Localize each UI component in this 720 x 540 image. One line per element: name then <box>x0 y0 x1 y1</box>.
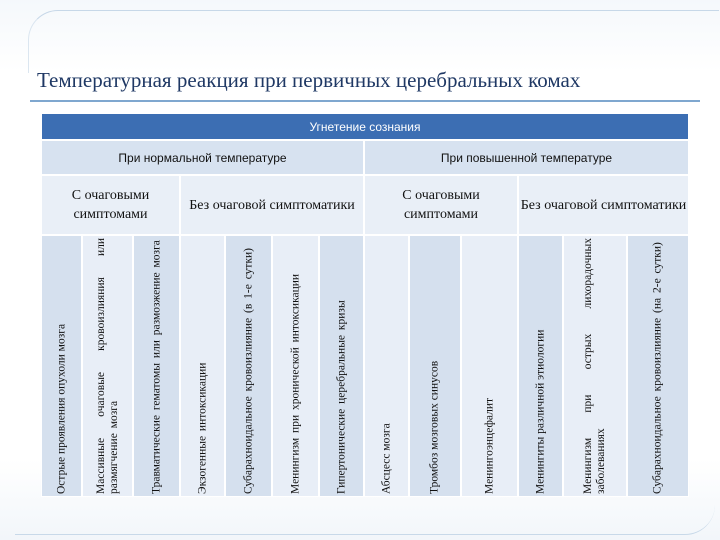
subheader-normal-temperature <box>41 140 364 175</box>
column-hypertensive-crisis <box>319 235 364 497</box>
subheader-elevated-temperature <box>364 140 689 175</box>
column-label: Менингиты различной этиологии <box>534 329 546 494</box>
column-label: Острые проявления опухоли мозга <box>55 323 67 494</box>
subheader-label: При повышенной температуре <box>440 150 613 165</box>
column-tumor <box>41 235 82 497</box>
group-label: С очаговыми симптомами <box>71 188 150 222</box>
column-label: Субарахноидальное кровоизлияние (в 1-е сутки) <box>242 247 254 494</box>
column-label: Тромбоз мозговых синусов <box>428 360 441 494</box>
column-label: Травматические гематомы или размозжение мозга <box>150 240 162 494</box>
column-label: Гипертонические церебральные кризы <box>335 300 347 494</box>
column-label: Абсцесс мозга <box>380 423 392 494</box>
column-abscess <box>364 235 409 497</box>
column-sah-day1 <box>225 235 272 497</box>
slide-title: Температурная реакция при первичных церебральных комах <box>37 68 581 92</box>
column-label: Менингоэнцефалит <box>483 397 495 494</box>
group-label: Без очаговой симптоматики <box>520 197 687 213</box>
column-meningism-chronic <box>272 235 319 497</box>
column-label: Экзогенные интоксикации <box>196 362 208 494</box>
column-sah-day2 <box>627 235 689 497</box>
column-label: Массивные очаговые кровоизлияния или размягчение мозга <box>94 238 120 494</box>
table-header-label: Угнетение сознания <box>309 119 421 134</box>
top-curve-decoration <box>28 10 719 73</box>
bottom-curve-decoration <box>15 496 715 535</box>
group-focal-normal <box>41 175 180 235</box>
column-label: Субарахноидальное кровоизлияние (на 2-е сутки) <box>651 242 664 494</box>
column-sinus-thrombosis <box>409 235 461 497</box>
group-label: Без очаговой симптоматики <box>189 197 355 213</box>
title-underline <box>30 100 700 102</box>
column-hemorrhage <box>82 235 133 497</box>
subheader-label: При нормальной температуре <box>118 150 287 165</box>
group-nonfocal-normal <box>180 175 364 235</box>
column-label: Менингизм при хронической интоксикации <box>289 273 301 494</box>
column-intoxication <box>180 235 225 497</box>
group-nonfocal-elevated <box>518 175 689 235</box>
table-header-consciousness <box>41 113 689 140</box>
column-meningism-acute <box>563 235 627 497</box>
column-trauma <box>133 235 180 497</box>
column-meningitis <box>518 235 563 497</box>
column-label: Менингизм при острых лихорадочных заболеваниях <box>582 238 607 494</box>
column-meningoencephalitis <box>461 235 518 497</box>
group-label: С очаговыми симптомами <box>402 188 480 222</box>
group-focal-elevated <box>364 175 518 235</box>
